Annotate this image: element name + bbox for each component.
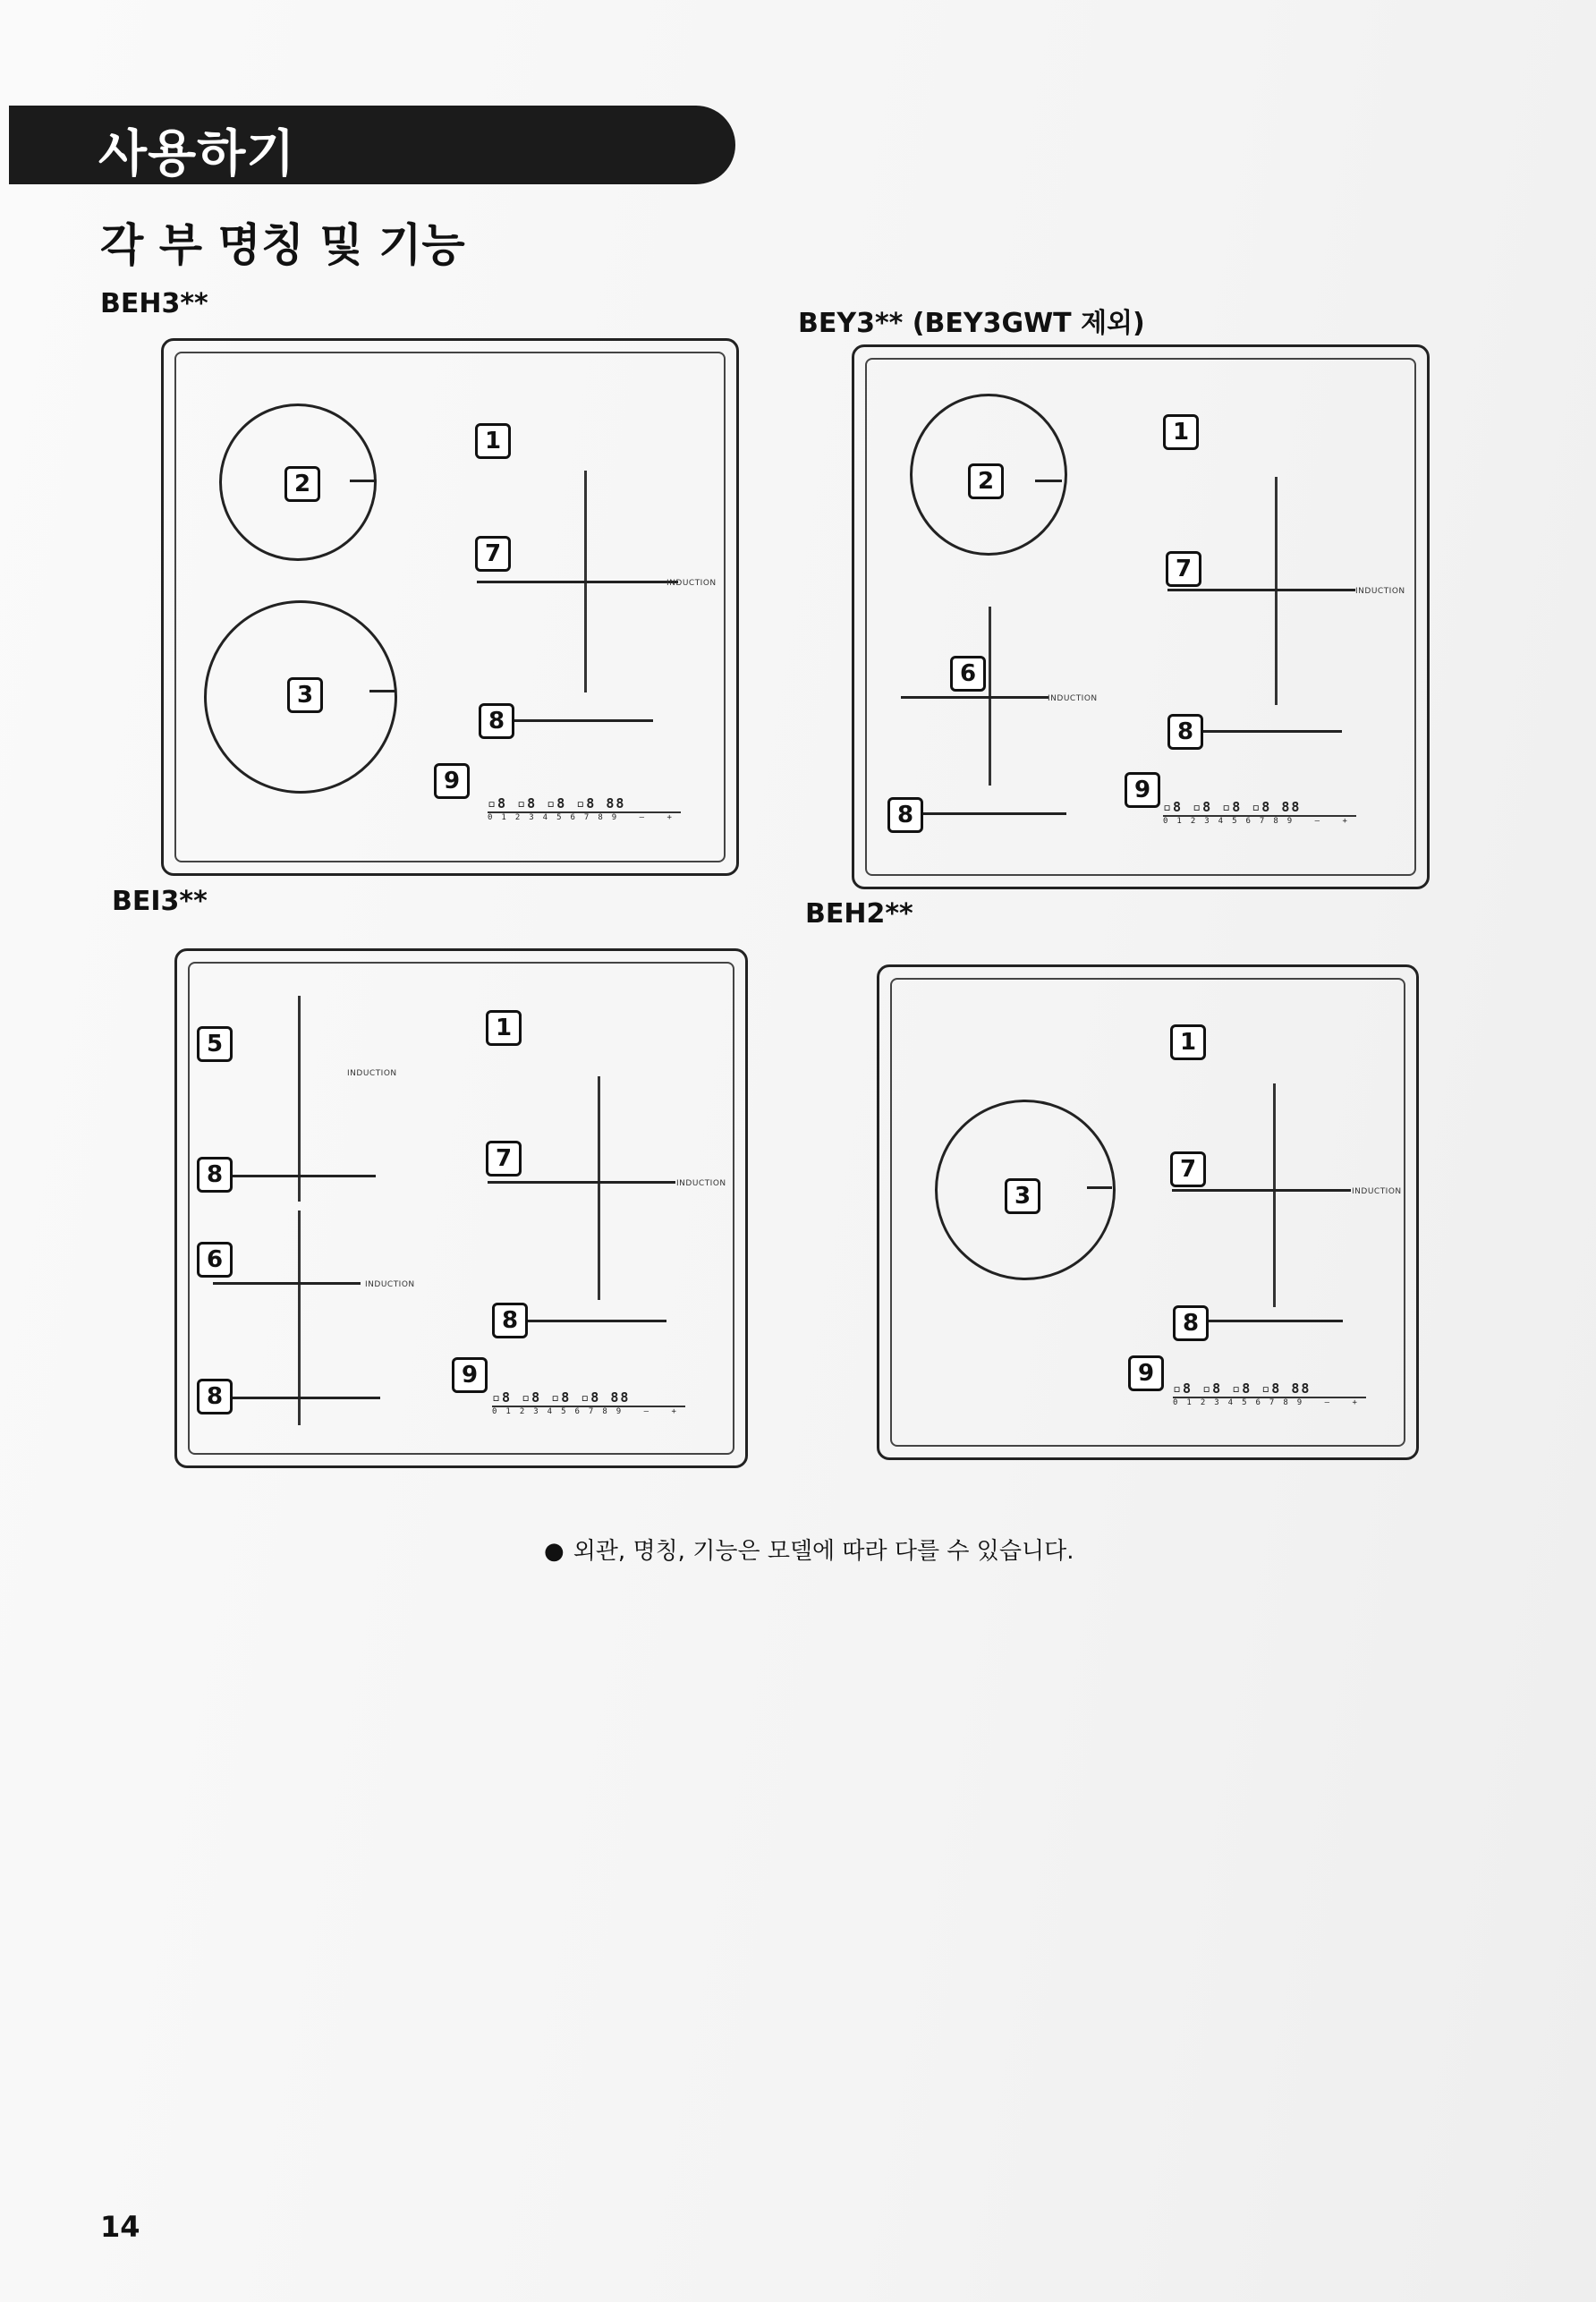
callout-1: 1 [1163,414,1199,450]
callout-9: 9 [452,1357,488,1393]
callout-7: 7 [1166,551,1201,587]
callout-6: 6 [950,656,986,692]
leader-line [213,1282,361,1285]
callout-7: 7 [486,1141,522,1176]
leader-line [901,696,1048,699]
callout-8: 8 [492,1303,528,1338]
page-subtitle: 각 부 명칭 및 기능 [100,219,465,271]
timer-display: 88 [1281,799,1302,815]
control-strip [488,795,681,822]
callout-8: 8 [887,797,923,833]
cooktop-diagram-bei3 [174,948,748,1468]
plus-minus-keys: — + [643,1407,685,1416]
section-title: 사용하기 [98,125,296,183]
leader-line [1172,1189,1351,1192]
leader-line [488,1181,675,1184]
induction-indicator-label: INDUCTION [1355,587,1405,596]
plus-minus-keys: — + [639,813,681,822]
leader-line [1209,1320,1343,1322]
callout-1: 1 [1170,1024,1206,1060]
control-display: ▫8 ▫8 ▫8 ▫8 [1163,799,1272,815]
callout-8: 8 [1173,1305,1209,1341]
cooktop-diagram-beh3 [161,338,739,876]
callout-9: 9 [1125,772,1160,808]
callout-7: 7 [475,536,511,572]
induction-indicator-label: INDUCTION [1352,1187,1402,1196]
callout-8: 8 [197,1157,233,1193]
power-scale: 0123456789 [1173,1398,1312,1407]
callout-1: 1 [475,423,511,459]
timer-display: 88 [610,1389,631,1406]
callout-9: 9 [1128,1355,1164,1391]
leader-line [1087,1186,1112,1189]
leader-line [1035,480,1062,482]
induction-indicator-label: INDUCTION [666,579,717,588]
leader-line [514,719,653,722]
leader-line [233,1175,376,1177]
leader-line [1167,589,1355,591]
footnote-text: 외관, 명칭, 기능은 모델에 따라 다를 수 있습니다. [573,1538,1074,1565]
control-display: ▫8 ▫8 ▫8 ▫8 [1173,1380,1282,1397]
bullet-icon: ● [544,1538,565,1565]
induction-indicator-label: INDUCTION [1048,694,1098,703]
leader-line [369,690,395,692]
control-strip [1173,1380,1366,1407]
timer-display: 88 [1291,1380,1312,1397]
page-number: 14 [100,2210,140,2244]
induction-indicator-label: INDUCTION [676,1179,726,1188]
flex-zone-divider [298,996,301,1202]
model-label-bey3: BEY3** (BEY3GWT 제외) [798,308,1145,339]
callout-1: 1 [486,1010,522,1046]
callout-7: 7 [1170,1151,1206,1187]
model-label-beh2: BEH2** [805,898,913,930]
callout-8: 8 [197,1379,233,1414]
section-banner [9,106,735,184]
callout-2: 2 [968,463,1004,499]
cooktop-diagram-bey3 [852,344,1430,889]
callout-2: 2 [284,466,320,502]
callout-3: 3 [287,677,323,713]
power-scale: 0123456789 [492,1407,631,1416]
model-label-beh3: BEH3** [100,288,208,319]
power-scale: 0123456789 [1163,817,1302,826]
callout-9: 9 [434,763,470,799]
induction-indicator-label: INDUCTION [347,1069,397,1078]
flex-zone-divider [598,1076,600,1300]
cooktop-diagram-beh2 [877,964,1419,1460]
control-strip [1163,799,1356,826]
leader-line [923,812,1066,815]
control-display: ▫8 ▫8 ▫8 ▫8 [492,1389,601,1406]
leader-line [1203,730,1342,733]
leader-line [350,480,377,482]
callout-6: 6 [197,1242,233,1278]
plus-minus-keys: — + [1324,1398,1366,1407]
callout-3: 3 [1005,1178,1040,1214]
leader-line [477,581,678,583]
leader-line [233,1397,380,1399]
model-label-bei3: BEI3** [112,886,208,917]
callout-8: 8 [1167,714,1203,750]
control-strip [492,1389,685,1416]
flex-zone-divider [1273,1083,1276,1307]
control-display: ▫8 ▫8 ▫8 ▫8 [488,795,597,811]
power-scale: 0123456789 [488,813,626,822]
footnote [544,1533,1074,1566]
induction-indicator-label: INDUCTION [365,1280,415,1289]
plus-minus-keys: — + [1314,817,1356,826]
timer-display: 88 [606,795,626,811]
leader-line [528,1320,666,1322]
callout-8: 8 [479,703,514,739]
flex-zone-divider [298,1210,301,1425]
callout-5: 5 [197,1026,233,1062]
